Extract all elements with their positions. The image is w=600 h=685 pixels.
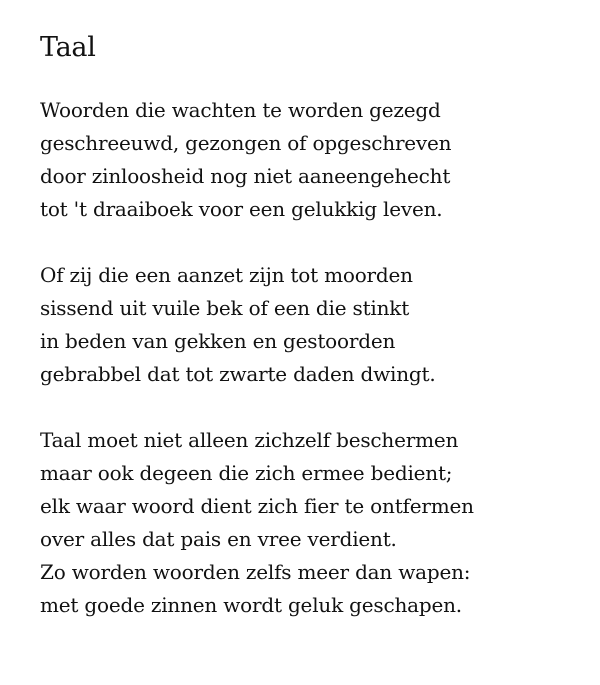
poem-line: door zinloosheid nog niet aaneengehecht bbox=[40, 164, 451, 188]
poem-line: maar ook degeen die zich ermee bedient; bbox=[40, 461, 453, 485]
poem-line: sissend uit vuile bek of een die stinkt bbox=[40, 296, 410, 320]
poem-line: in beden van gekken en gestoorden bbox=[40, 329, 396, 353]
poem-line: Of zij die een aanzet zijn tot moorden bbox=[40, 263, 413, 287]
stanza-3 bbox=[40, 424, 580, 622]
poem-line: Taal moet niet alleen zichzelf beschermen bbox=[40, 428, 459, 452]
poem-line: elk waar woord dient zich fier te ontfermen bbox=[40, 494, 474, 518]
stanza-2 bbox=[40, 259, 580, 391]
poem-line: met goede zinnen wordt geluk geschapen. bbox=[40, 593, 462, 617]
poem-line: Zo worden woorden zelfs meer dan wapen: bbox=[40, 560, 471, 584]
poem-title: Taal bbox=[40, 32, 96, 63]
poem-line: gebrabbel dat tot zwarte daden dwingt. bbox=[40, 362, 436, 386]
poem-line: Woorden die wachten te worden gezegd bbox=[40, 98, 441, 122]
stanza-1 bbox=[40, 94, 580, 226]
poem-line: tot 't draaiboek voor een gelukkig leven. bbox=[40, 197, 443, 221]
poem-line: geschreeuwd, gezongen of opgeschreven bbox=[40, 131, 452, 155]
poem-page bbox=[40, 30, 580, 622]
poem-line: over alles dat pais en vree verdient. bbox=[40, 527, 397, 551]
